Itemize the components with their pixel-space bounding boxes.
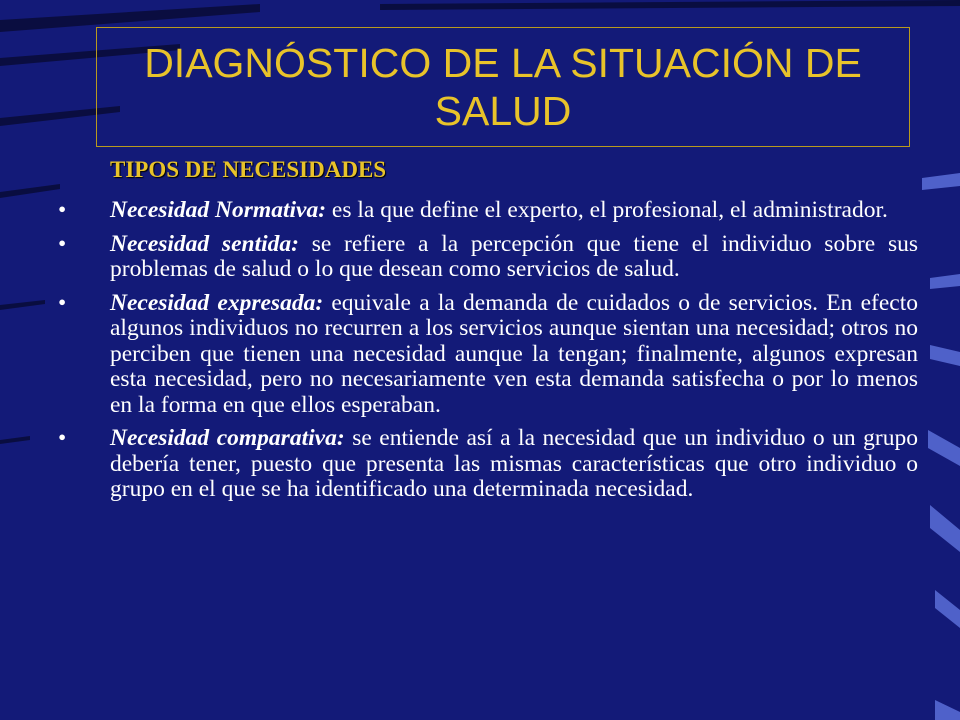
needs-list — [50, 198, 918, 511]
list-item-sentida — [50, 232, 918, 283]
bullet-icon: • — [58, 289, 67, 316]
list-item-expresada — [50, 291, 918, 419]
item-text: equivale a la demanda de cuidados o de servicios. En efecto algunos individuos no recurren a los servicios aunque sientan una necesidad; otros no perciben que tienen una necesidad aunque la tengan; finalmente, algunos expresan esta necesidad, pero no necesariamente ven esta demanda satisfecha o por lo menos en la forma en que ellos esperaban. — [110, 289, 918, 418]
title-box — [96, 27, 910, 147]
list-item-comparativa — [50, 426, 918, 503]
item-text: se entiende así a la necesidad que un individuo o un grupo debería tener, puesto que presenta las mismas características que otro individuo o grupo en el que se ha identificado una determinada necesidad. — [110, 425, 918, 502]
item-term: Necesidad Normativa: — [110, 197, 327, 223]
item-text: es la que define el experto, el profesional, el administrador. — [326, 197, 888, 223]
bullet-icon: • — [58, 230, 67, 257]
list-item-normativa — [50, 198, 918, 224]
bullet-icon: • — [58, 197, 67, 223]
slide-title: DIAGNÓSTICO DE LA SITUACIÓN DE SALUD — [144, 39, 862, 134]
item-term: Necesidad comparativa: — [110, 425, 345, 451]
bullet-icon: • — [58, 425, 67, 451]
item-term: Necesidad expresada: — [110, 289, 324, 316]
item-term: Necesidad sentida: — [110, 230, 299, 257]
item-text: se refiere a la percepción que tiene el individuo sobre sus problemas de salud o lo que desean como servicios de salud. — [110, 230, 918, 282]
slide-subtitle: TIPOS DE NECESIDADES — [110, 157, 387, 182]
